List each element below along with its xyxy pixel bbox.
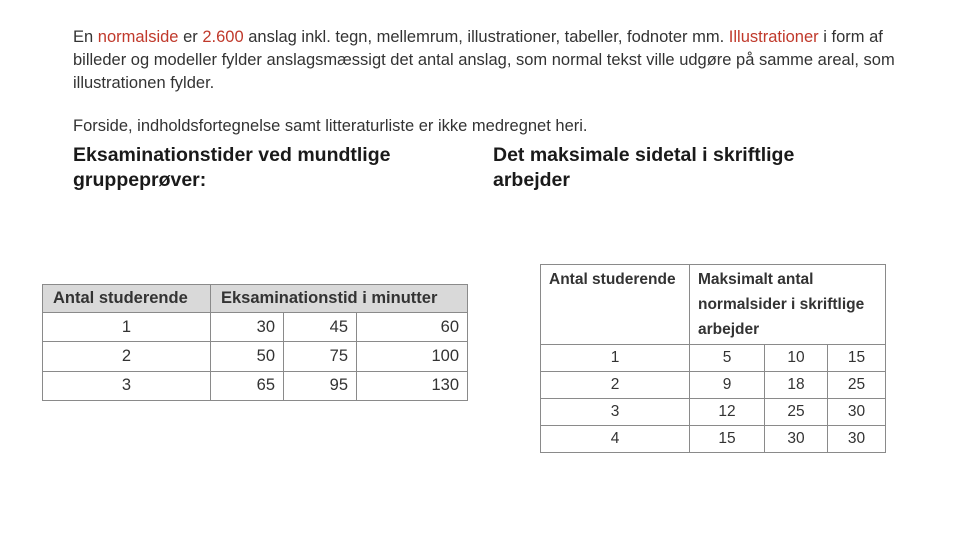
exam-time-table [42,284,468,401]
intro-text-segment: En [73,28,98,46]
table-row [541,426,886,453]
table-cell: 30 [828,426,886,453]
table-row [541,345,886,372]
column-header-students: Antal studerende [541,265,690,345]
table-cell: 30 [211,313,284,342]
table-cell: 12 [690,399,765,426]
table-row [43,342,468,371]
table-cell: 10 [765,345,828,372]
intro-text-segment: er [178,28,203,46]
table-cell: 100 [357,342,468,371]
column-header-students: Antal studerende [43,285,211,313]
table-header-row [43,285,468,313]
table-header-row [541,265,886,345]
table-cell: 5 [690,345,765,372]
table-cell: 18 [765,372,828,399]
table-cell: 30 [765,426,828,453]
table-cell: 130 [357,371,468,400]
intro-paragraph-1 [73,26,913,95]
column-header-max-pages: Maksimalt antal normalsider i skriftlige arbejder [690,265,886,345]
table-cell: 50 [211,342,284,371]
table-cell: 9 [690,372,765,399]
table-cell: 75 [284,342,357,371]
table-cell: 25 [765,399,828,426]
table-cell: 3 [43,371,211,400]
table-row [541,399,886,426]
max-pages-table [540,264,886,453]
intro-text-segment: i form af billeder og modeller fylder anslagsmæssigt det antal anslag, som normal tekst ville udgøre på samme areal, som illustrationen fylder. [73,28,895,92]
table-cell: 1 [541,345,690,372]
highlight-illustrationer: Illustrationer [728,28,819,46]
heading-max-pages: Det maksimale sidetal i skriftlige arbejder [493,144,795,191]
table-cell: 2 [541,372,690,399]
table-cell: 65 [211,371,284,400]
table-cell: 2 [43,342,211,371]
table-cell: 3 [541,399,690,426]
table-row [541,372,886,399]
intro-text-segment: anslag inkl. tegn, mellemrum, illustrationer, tabeller, fodnoter mm. [243,28,729,46]
table-cell: 25 [828,372,886,399]
table-cell: 15 [690,426,765,453]
heading-oral-exam-times: Eksaminationstider ved mundtlige gruppeprøver: [73,144,391,191]
table-cell: 60 [357,313,468,342]
table-cell: 95 [284,371,357,400]
highlight-normalside: normalside [97,28,179,46]
table-cell: 30 [828,399,886,426]
table-cell: 4 [541,426,690,453]
table-cell: 15 [828,345,886,372]
intro-paragraph-2: Forside, indholdsfortegnelse samt litteraturliste er ikke medregnet heri. [73,117,588,135]
intro-text [73,26,913,138]
highlight-anslag-count: 2.600 [202,28,244,46]
table-row [43,313,468,342]
table-cell: 45 [284,313,357,342]
table-cell: 1 [43,313,211,342]
column-header-exam-time: Eksaminationstid i minutter [211,285,468,313]
table-row [43,371,468,400]
